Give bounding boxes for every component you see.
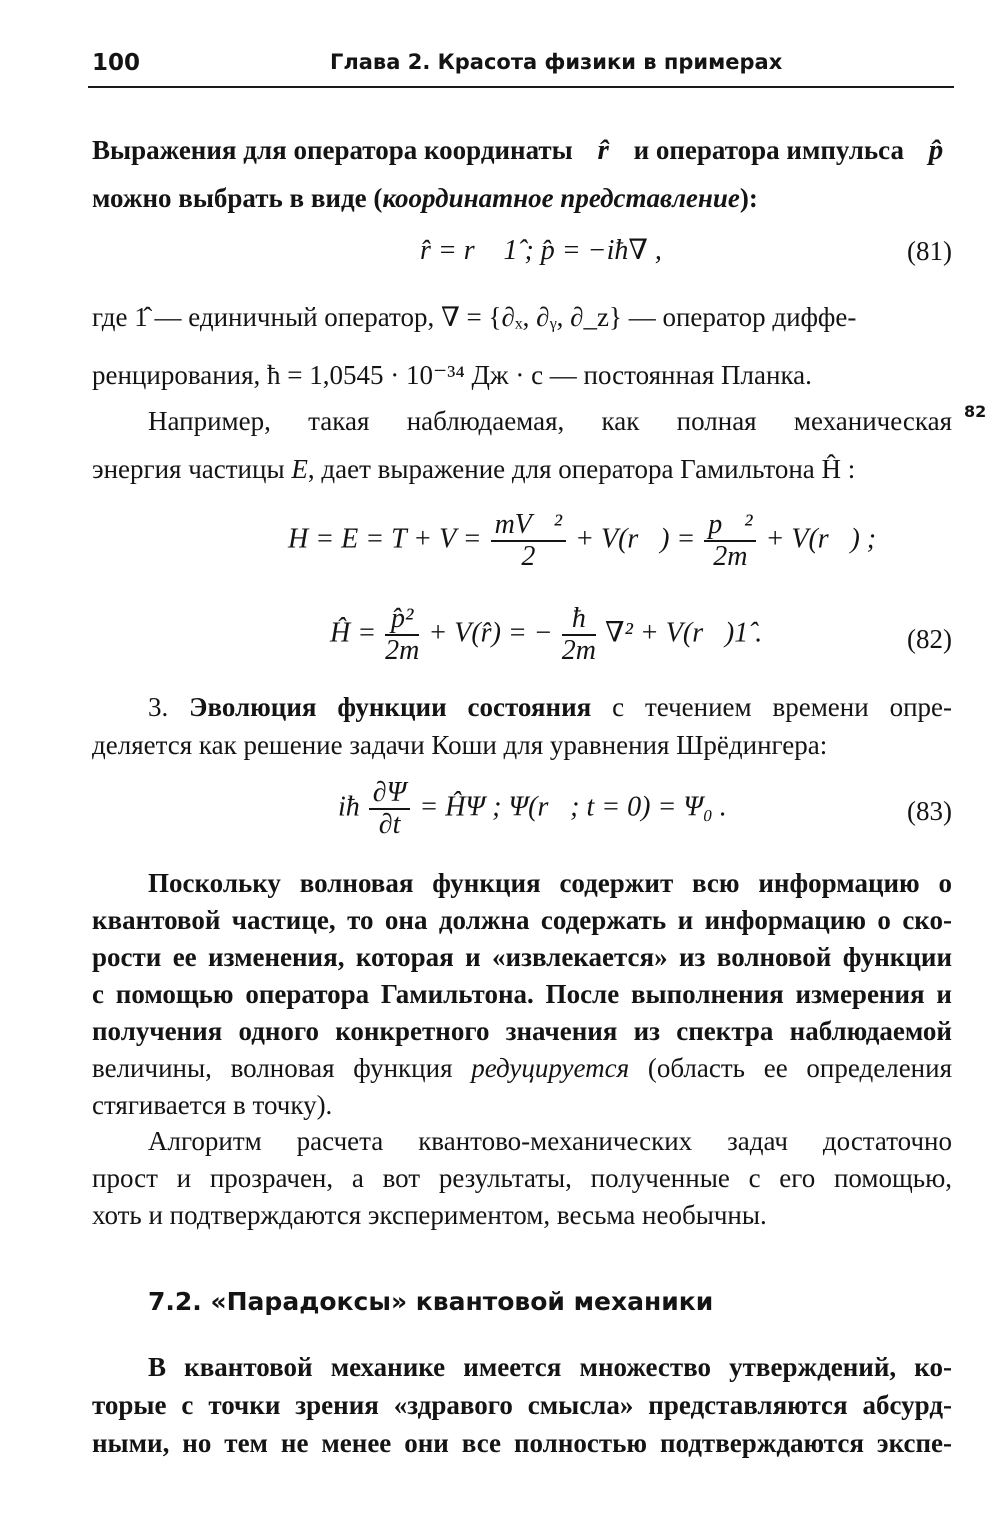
para4-line2: деляется как решение задачи Коши для уравнения Шрёдингера: bbox=[92, 730, 828, 760]
para4-bold: Эволюция функции состояния bbox=[189, 692, 592, 722]
page-number: 100 bbox=[92, 50, 141, 76]
equation-83-number: (83) bbox=[907, 796, 952, 826]
para7-line2: торые с точки зрения «здравого смысла» представляются абсурд- bbox=[92, 1390, 952, 1420]
equation-83 bbox=[338, 778, 727, 840]
fraction-numerator: p̂² bbox=[385, 604, 419, 636]
para2-line2: ренцирования, ħ = 1,0545 · 10⁻³⁴ Дж · с — постоянная Планка. bbox=[92, 360, 812, 390]
margin-page-mark: 82 bbox=[964, 402, 987, 421]
equation-energy bbox=[288, 510, 876, 572]
section-heading: 7.2. «Парадоксы» квантовой механики bbox=[148, 1287, 714, 1316]
para4-line1 bbox=[148, 690, 952, 724]
para5-line3: рости ее изменения, которая и «извлекается» из волновой функции bbox=[92, 942, 952, 972]
eq82-rhs: ∇² + V(r⃗)1̂ . bbox=[604, 617, 763, 649]
para3-line2-c: , дает выражение для оператора Гамильтона Ĥ : bbox=[307, 454, 856, 484]
para1-line2-a: можно выбрать в виде ( bbox=[92, 183, 383, 213]
para5-italic: редуцируется bbox=[471, 1053, 630, 1083]
fraction-time-derivative bbox=[369, 778, 411, 840]
para5-line6 bbox=[92, 1051, 952, 1085]
eq-energy-lhs: H = E = T + V = bbox=[288, 523, 482, 555]
fraction-p-operator bbox=[385, 604, 419, 666]
fraction-numerator: ħ bbox=[562, 604, 596, 636]
para1-line2 bbox=[92, 181, 952, 215]
eq82-mid: + V(r̂) = − bbox=[428, 617, 553, 649]
running-header-title: Глава 2. Красота физики в примерах bbox=[330, 50, 783, 74]
para1-line1 bbox=[92, 133, 952, 167]
para5-line6-c: (область ее определения bbox=[629, 1053, 953, 1083]
para5-line4: с помощью оператора Гамильтона. После выполнения измерения и bbox=[92, 979, 952, 1009]
fraction-denominator: 2m bbox=[561, 635, 596, 666]
para7-line1: В квантовой механике имеется множество утверждений, ко- bbox=[148, 1352, 952, 1382]
equation-81: r̂ = r⃗ 1̂ ; p̂ = −iħ∇ , bbox=[420, 235, 662, 266]
para6-line1: Алгоритм расчета квантово-механических задач достаточно bbox=[148, 1126, 952, 1156]
para4-num: 3. bbox=[148, 692, 190, 722]
para1-text-a: Выражения для оператора координаты bbox=[92, 135, 573, 165]
para3-line1: Например, такая наблюдаемая, как полная механическая bbox=[148, 406, 952, 436]
para3-line2-a: энергия частицы bbox=[92, 454, 292, 484]
fraction-denominator: ∂t bbox=[378, 809, 401, 840]
para1-line2-italic: координатное представление bbox=[382, 183, 740, 213]
para4-line1-c: с течением времени опре- bbox=[591, 692, 952, 722]
eq-energy-rhs: + V(r⃗) ; bbox=[765, 523, 877, 555]
equation-81-number: (81) bbox=[907, 236, 952, 266]
fraction-denominator: 2 bbox=[521, 541, 536, 572]
equation-82 bbox=[330, 604, 762, 666]
energy-symbol: E bbox=[291, 454, 308, 484]
para7-line3: ными, но тем не менее они все полностью подтверждаются экспе- bbox=[92, 1428, 952, 1458]
para1-line2-c: ): bbox=[739, 183, 758, 213]
operator-r-hat: r̂ bbox=[597, 134, 609, 166]
para5-line1: Поскольку волновая функция содержит всю информацию о bbox=[148, 868, 952, 898]
para5-line6-a: величины, волновая функция bbox=[92, 1053, 472, 1083]
fraction-numerator: mV⃗² bbox=[491, 510, 567, 542]
fraction-numerator: ∂Ψ bbox=[369, 778, 411, 810]
para6-line3: хоть и подтверждаются экспериментом, весьма необычны. bbox=[92, 1200, 767, 1230]
para2-line1: где 1̂ — единичный оператор, ∇ = {∂ₓ, ∂ᵧ, ∂_z} — оператор диффе- bbox=[92, 302, 857, 332]
eq83-rhs: = ĤΨ ; Ψ(r⃗; t = 0) = Ψ₀ . bbox=[419, 791, 727, 823]
fraction-denominator: 2m bbox=[385, 635, 420, 666]
fraction-numerator: p⃗² bbox=[704, 510, 756, 542]
equation-82-number: (82) bbox=[907, 624, 952, 654]
operator-p-hat: p̂ bbox=[928, 134, 944, 166]
eq82-lhs: Ĥ = bbox=[330, 617, 377, 649]
para1-text-b: и оператора импульса bbox=[633, 135, 904, 165]
eq83-lhs: iħ bbox=[338, 791, 360, 823]
para5-line5: получения одного конкретного значения из спектра наблюдаемой bbox=[92, 1016, 952, 1046]
para5-line7: стягивается в точку). bbox=[92, 1090, 333, 1120]
header-rule bbox=[88, 86, 954, 88]
para6-line2: прост и прозрачен, а вот результаты, полученные с его помощью, bbox=[92, 1163, 952, 1193]
fraction-momentum bbox=[704, 510, 756, 572]
para3-line2 bbox=[92, 452, 952, 486]
fraction-kinetic bbox=[491, 510, 567, 572]
eq-energy-mid: + V(r⃗) = bbox=[575, 523, 696, 555]
para5-line2: квантовой частице, то она должна содержать и информацию о ско- bbox=[92, 905, 952, 935]
fraction-denominator: 2m bbox=[713, 541, 748, 572]
fraction-hbar bbox=[562, 604, 596, 666]
